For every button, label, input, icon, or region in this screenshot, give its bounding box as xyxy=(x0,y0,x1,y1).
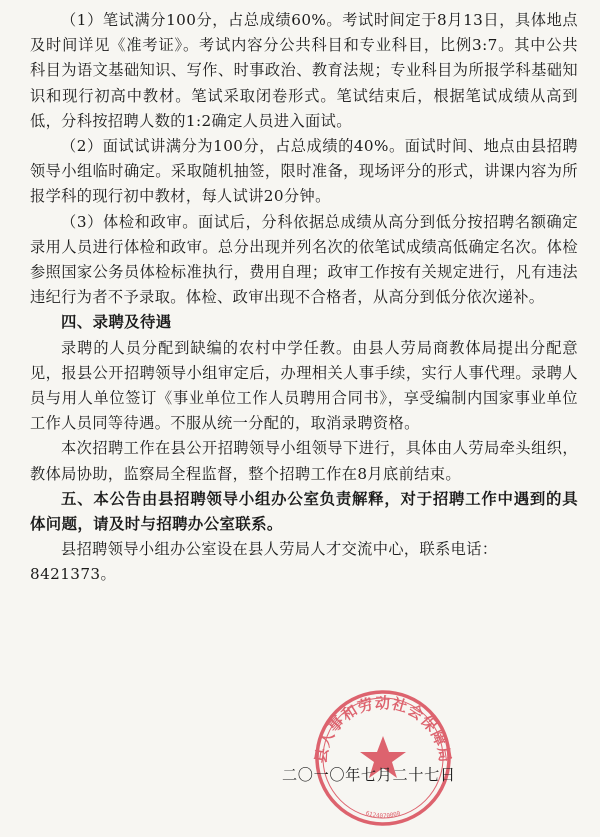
paragraph-physical-exam: （3）体检和政审。面试后，分科依据总成绩从高分到低分按招聘名额确定录用人员进行体检和政审。总分出现并列名次的依笔试成绩高低确定名次。体检参照国家公务员体检标准执行，费用自理；政审工作按有关规定进行，凡有违法违纪行为者不予录取。体检、政审出现不合格者，从高分到低分依次递补。 xyxy=(30,212,578,307)
seal-serial: 6124070000 xyxy=(364,809,402,820)
document-date: 二〇一〇年七月二十七日 xyxy=(282,766,456,784)
paragraph-contact: 县招聘领导小组办公室设在县人劳局人才交流中心，联系电话： xyxy=(61,540,498,559)
paragraph-supervision: 本次招聘工作在县公开招聘领导小组领导下进行，具体由人劳局牵头组织，教体局协助，监察局全程监督，整个招聘工作在8月底前结束。 xyxy=(30,439,578,483)
document-body xyxy=(30,8,578,588)
seal-text: 县人事和劳动社会保障局 xyxy=(311,694,455,765)
paragraph-assignment: 录聘的人员分配到缺编的农村中学任教。由县人劳局商教体局提出分配意见，报县公开招聘领导小组审定后，办理相关人事手续，实行人事代理。录聘人员与用人单位签订《事业单位工作人员聘用合同书》，享受编制内国家事业单位工作人员同等待遇。不服从统一分配的，取消录聘资格。 xyxy=(30,338,578,433)
heading-interpretation: 五、本公告由县招聘领导小组办公室负责解释，对于招聘工作中遇到的具体问题，请及时与招聘办公室联系。 xyxy=(30,489,578,534)
contact-phone: 8421373。 xyxy=(30,565,117,584)
official-seal-stamp xyxy=(294,680,472,830)
heading-hiring-benefits: 四、录聘及待遇 xyxy=(61,313,172,332)
paragraph-written-exam: （1）笔试满分100分，占总成绩60%。考试时间定于8月13日，具体地点及时间详见《准考证》。考试内容分公共科目和专业科目，比例3:7。其中公共科目为语文基础知识、写作、时事政治、教育法规；专业科目为所报学科基础知识和现行初高中教材。笔试采取闭卷形式。笔试结束后，根据笔试成绩从高到低，分科按招聘人数的1:2确定人员进入面试。 xyxy=(30,11,578,130)
paragraph-interview: （2）面试试讲满分为100分，占总成绩的40%。面试时间、地点由县招聘领导小组临时确定。采取随机抽签，限时准备，现场评分的形式，讲课内容为所报学科的现行初中教材，每人试讲20分钟。 xyxy=(30,137,578,206)
svg-text:6124070000 xyxy=(365,810,402,820)
